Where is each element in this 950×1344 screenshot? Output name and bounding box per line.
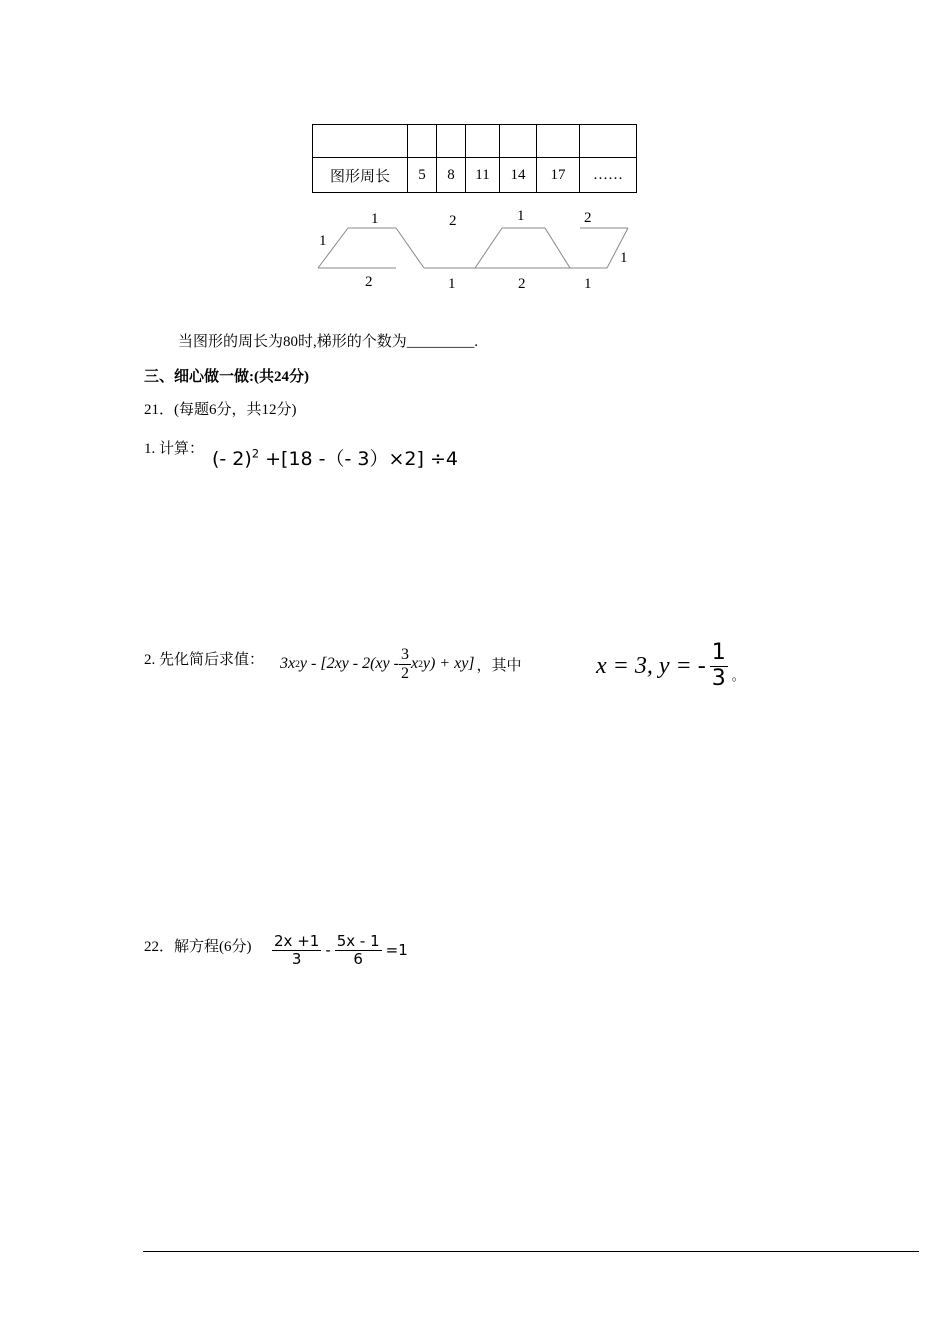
question-20-text: 当图形的周长为80时,梯形的个数为_________. (178, 334, 479, 350)
expr-part: y - [2xy - 2(xy - (299, 655, 399, 672)
figure-label: 2 (449, 213, 457, 229)
end-mark: 。 (731, 668, 745, 683)
fraction (399, 646, 411, 682)
condition-text: x = 3, y = - (596, 652, 706, 679)
table-cell (500, 125, 537, 158)
exponent: 2 (295, 658, 300, 670)
question-21-2-condition (596, 636, 745, 696)
question-21-1-expression (212, 444, 458, 471)
fraction-numerator: 1 (711, 640, 726, 666)
figure-label: 1 (620, 250, 628, 266)
question-21-1-label: 1. 计算： (144, 441, 205, 457)
fraction-denominator: 6 (353, 949, 363, 968)
table-row (313, 158, 637, 193)
table-cell (437, 125, 466, 158)
table-header-row (313, 125, 637, 158)
trapezoid-side (396, 228, 424, 268)
fraction-numerator: 2x +1 (274, 932, 320, 950)
table-cell (466, 125, 500, 158)
table-cell: 图形周长 (313, 158, 408, 193)
table-cell (313, 125, 408, 158)
figure-label: 2 (365, 274, 373, 290)
fraction-denominator: 2 (400, 664, 409, 682)
table-cell (580, 125, 637, 158)
fraction-numerator: 5x - 1 (336, 932, 380, 950)
equation-rhs: =1 (385, 941, 408, 959)
table-cell: 8 (437, 158, 466, 193)
figure-label: 1 (584, 276, 592, 292)
exponent: 2 (418, 658, 423, 670)
question-22-label: 22．解方程(6分) (144, 939, 252, 955)
fraction (335, 933, 382, 967)
table-cell: …… (580, 158, 637, 193)
exponent: 2 (251, 446, 260, 461)
table-cell: 14 (500, 158, 537, 193)
minus-sign: - (325, 941, 331, 959)
question-21-2-expression (280, 640, 522, 688)
fraction-denominator: 3 (291, 949, 302, 968)
expr-part: 3x (280, 655, 296, 672)
table-cell (537, 125, 580, 158)
footer-divider (143, 1251, 919, 1252)
expr-part: x (410, 655, 419, 672)
table-cell: 11 (466, 158, 500, 193)
table-cell: 17 (537, 158, 580, 193)
fraction (272, 933, 321, 967)
fraction-denominator: 3 (711, 665, 726, 691)
expr-part: (- 2) (212, 448, 252, 470)
figure-label: 1 (448, 276, 456, 292)
table-cell (408, 125, 437, 158)
figure-label: 2 (584, 210, 592, 226)
question-22-equation (272, 926, 408, 974)
trapezoid-figure (300, 200, 645, 300)
figure-label: 1 (319, 233, 327, 249)
figure-label: 1 (517, 208, 525, 224)
figure-label: 2 (518, 276, 526, 292)
table-cell: 5 (408, 158, 437, 193)
question-21-2-label: 2. 先化简后求值： (144, 652, 265, 668)
section-heading: 三、细心做一做:(共24分) (144, 369, 309, 385)
trapezoid-side (475, 228, 502, 268)
expr-part: +[18 -（- 3）×2] ÷4 (265, 448, 458, 470)
fraction-numerator: 3 (400, 645, 409, 663)
question-21-header: 21．(每题6分，共12分) (144, 402, 297, 418)
fraction (710, 641, 728, 690)
figure-label: 1 (371, 211, 379, 227)
perimeter-table (312, 124, 637, 193)
expr-part: y) + xy] (422, 655, 475, 672)
where-text: ，其中 (476, 657, 522, 674)
trapezoid-side (545, 228, 570, 268)
